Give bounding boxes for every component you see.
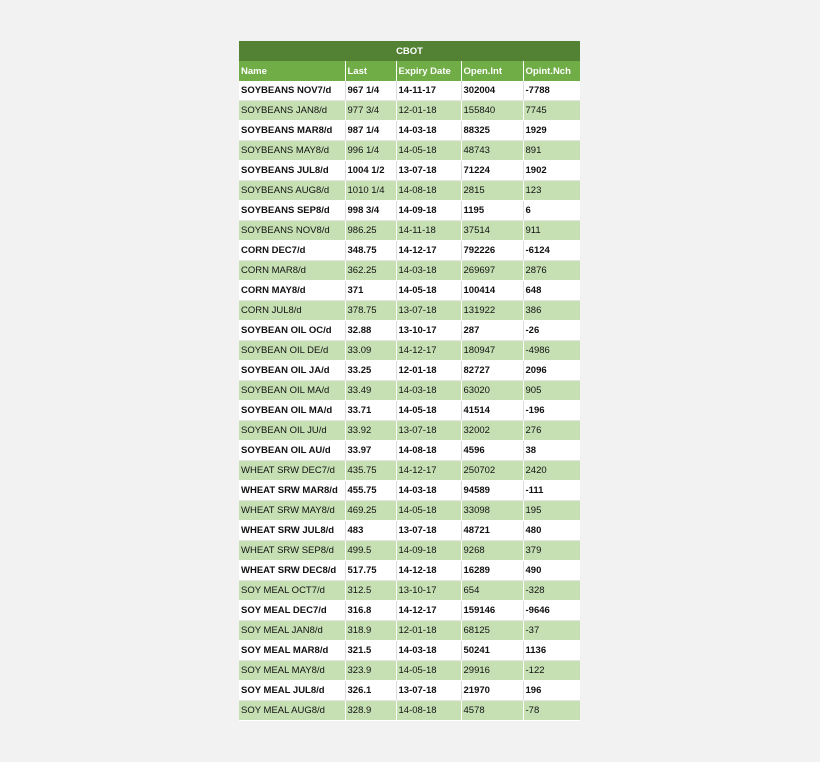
cell-open-interest: 68125 [461,621,523,641]
cell-expiry-date: 13-07-18 [396,521,461,541]
cell-open-interest-change: 891 [523,141,580,161]
cell-expiry-date: 13-10-17 [396,581,461,601]
cell-open-interest-change: 386 [523,301,580,321]
cell-last: 326.1 [345,681,396,701]
cell-expiry-date: 14-12-17 [396,241,461,261]
cell-open-interest: 654 [461,581,523,601]
column-header-row [239,61,580,81]
cell-open-interest-change: -37 [523,621,580,641]
cell-open-interest: 159146 [461,601,523,621]
cell-open-interest: 4578 [461,701,523,721]
table-row [239,621,580,641]
cell-open-interest: 37514 [461,221,523,241]
table-row [239,281,580,301]
cell-open-interest: 287 [461,321,523,341]
cell-open-interest: 131922 [461,301,523,321]
cell-open-interest-change: 7745 [523,101,580,121]
cell-name: CORN DEC7/d [239,241,345,261]
cell-last: 321.5 [345,641,396,661]
cell-open-interest-change: -4986 [523,341,580,361]
table-row [239,321,580,341]
cell-expiry-date: 12-01-18 [396,361,461,381]
table-row [239,421,580,441]
cell-last: 371 [345,281,396,301]
cell-last: 316.8 [345,601,396,621]
table-row [239,401,580,421]
cell-last: 378.75 [345,301,396,321]
cell-last: 33.71 [345,401,396,421]
table-title: CBOT [239,41,580,61]
cell-open-interest-change: -9646 [523,601,580,621]
table-row [239,121,580,141]
cell-last: 32.88 [345,321,396,341]
cell-expiry-date: 12-01-18 [396,621,461,641]
table-body [239,81,580,721]
cell-last: 987 1/4 [345,121,396,141]
cell-expiry-date: 14-12-17 [396,461,461,481]
table-row [239,161,580,181]
table-row [239,341,580,361]
cell-last: 328.9 [345,701,396,721]
cell-open-interest-change: -6124 [523,241,580,261]
cell-name: SOYBEANS JUL8/d [239,161,345,181]
cell-name: SOYBEANS NOV8/d [239,221,345,241]
cell-open-interest-change: 648 [523,281,580,301]
table-row [239,361,580,381]
cell-name: SOYBEAN OIL JA/d [239,361,345,381]
cell-open-interest: 250702 [461,461,523,481]
cell-expiry-date: 14-03-18 [396,381,461,401]
cell-last: 362.25 [345,261,396,281]
cell-expiry-date: 14-12-17 [396,341,461,361]
cell-expiry-date: 13-07-18 [396,421,461,441]
cell-last: 483 [345,521,396,541]
cell-open-interest: 33098 [461,501,523,521]
cell-expiry-date: 14-05-18 [396,401,461,421]
cell-last: 998 3/4 [345,201,396,221]
cell-open-interest: 302004 [461,81,523,101]
table-row [239,101,580,121]
cell-name: SOYBEANS SEP8/d [239,201,345,221]
table-row [239,601,580,621]
table-row [239,461,580,481]
cell-expiry-date: 14-09-18 [396,201,461,221]
cell-name: SOYBEANS JAN8/d [239,101,345,121]
table-title-row [239,41,580,61]
cell-last: 996 1/4 [345,141,396,161]
cell-name: WHEAT SRW DEC8/d [239,561,345,581]
cell-open-interest: 29916 [461,661,523,681]
cell-open-interest-change: -111 [523,481,580,501]
cell-open-interest-change: 276 [523,421,580,441]
cell-name: SOYBEANS MAY8/d [239,141,345,161]
cell-last: 33.97 [345,441,396,461]
table-row [239,241,580,261]
table-row [239,261,580,281]
cell-name: SOYBEAN OIL OC/d [239,321,345,341]
cell-open-interest: 100414 [461,281,523,301]
cell-last: 469.25 [345,501,396,521]
cell-open-interest: 269697 [461,261,523,281]
cell-open-interest-change: 6 [523,201,580,221]
cell-open-interest: 21970 [461,681,523,701]
cell-open-interest-change: 123 [523,181,580,201]
cell-last: 33.09 [345,341,396,361]
table-row [239,221,580,241]
cell-open-interest: 155840 [461,101,523,121]
cell-last: 455.75 [345,481,396,501]
cell-name: CORN JUL8/d [239,301,345,321]
cell-last: 986.25 [345,221,396,241]
table-row [239,381,580,401]
cell-last: 318.9 [345,621,396,641]
table-row [239,701,580,721]
cell-last: 435.75 [345,461,396,481]
cell-expiry-date: 12-01-18 [396,101,461,121]
table-row [239,81,580,101]
table-row [239,141,580,161]
column-header-expiry-date: Expiry Date [396,61,461,81]
cell-open-interest: 2815 [461,181,523,201]
cell-name: SOY MEAL DEC7/d [239,601,345,621]
cell-expiry-date: 13-07-18 [396,681,461,701]
cell-name: SOYBEANS AUG8/d [239,181,345,201]
cell-open-interest: 180947 [461,341,523,361]
cell-open-interest-change: -26 [523,321,580,341]
cell-expiry-date: 14-08-18 [396,701,461,721]
cell-last: 312.5 [345,581,396,601]
cell-open-interest-change: 480 [523,521,580,541]
cell-open-interest: 1195 [461,201,523,221]
cell-expiry-date: 14-03-18 [396,481,461,501]
cell-open-interest-change: 196 [523,681,580,701]
cell-expiry-date: 13-10-17 [396,321,461,341]
cell-open-interest: 48721 [461,521,523,541]
table-row [239,521,580,541]
cell-open-interest-change: -122 [523,661,580,681]
cbot-futures-table [239,41,580,721]
cell-expiry-date: 14-11-18 [396,221,461,241]
cell-open-interest: 94589 [461,481,523,501]
cell-open-interest-change: 905 [523,381,580,401]
cell-last: 348.75 [345,241,396,261]
table-row [239,201,580,221]
cell-name: WHEAT SRW DEC7/d [239,461,345,481]
cell-expiry-date: 14-05-18 [396,661,461,681]
table-row [239,301,580,321]
cell-name: WHEAT SRW MAR8/d [239,481,345,501]
cell-open-interest-change: 195 [523,501,580,521]
cell-open-interest-change: 490 [523,561,580,581]
cell-expiry-date: 14-11-17 [396,81,461,101]
cell-open-interest-change: 911 [523,221,580,241]
cell-expiry-date: 14-03-18 [396,121,461,141]
column-header-open-interest-change: Opint.Nch [523,61,580,81]
cell-open-interest: 792226 [461,241,523,261]
table-row [239,581,580,601]
cell-last: 33.92 [345,421,396,441]
cell-expiry-date: 13-07-18 [396,301,461,321]
cell-expiry-date: 14-12-17 [396,601,461,621]
table-row [239,561,580,581]
cell-name: SOYBEANS NOV7/d [239,81,345,101]
cell-open-interest: 50241 [461,641,523,661]
table-row [239,681,580,701]
cell-name: SOYBEAN OIL AU/d [239,441,345,461]
cell-open-interest-change: 1929 [523,121,580,141]
cell-open-interest: 71224 [461,161,523,181]
cell-expiry-date: 14-03-18 [396,261,461,281]
cell-open-interest: 9268 [461,541,523,561]
cell-name: SOY MEAL JUL8/d [239,681,345,701]
cell-name: WHEAT SRW SEP8/d [239,541,345,561]
cell-expiry-date: 14-03-18 [396,641,461,661]
cell-open-interest: 88325 [461,121,523,141]
cell-name: SOY MEAL AUG8/d [239,701,345,721]
table-row [239,641,580,661]
cell-name: SOY MEAL JAN8/d [239,621,345,641]
cell-open-interest: 32002 [461,421,523,441]
table-row [239,501,580,521]
table-row [239,541,580,561]
cell-expiry-date: 14-08-18 [396,181,461,201]
cell-expiry-date: 13-07-18 [396,161,461,181]
column-header-last: Last [345,61,396,81]
cell-name: CORN MAR8/d [239,261,345,281]
cell-expiry-date: 14-09-18 [396,541,461,561]
cell-last: 517.75 [345,561,396,581]
cell-open-interest: 48743 [461,141,523,161]
cell-last: 1004 1/2 [345,161,396,181]
cell-open-interest-change: 2876 [523,261,580,281]
cell-last: 323.9 [345,661,396,681]
cell-open-interest-change: 2420 [523,461,580,481]
cell-name: SOYBEAN OIL MA/d [239,381,345,401]
cell-name: SOYBEAN OIL MA/d [239,401,345,421]
column-header-open-interest: Open.Int [461,61,523,81]
cell-open-interest-change: -196 [523,401,580,421]
cell-name: WHEAT SRW JUL8/d [239,521,345,541]
cell-open-interest: 41514 [461,401,523,421]
cell-expiry-date: 14-08-18 [396,441,461,461]
cell-expiry-date: 14-05-18 [396,141,461,161]
cell-open-interest-change: 1902 [523,161,580,181]
cell-name: SOY MEAL MAR8/d [239,641,345,661]
cell-open-interest: 82727 [461,361,523,381]
cell-expiry-date: 14-05-18 [396,281,461,301]
cell-last: 1010 1/4 [345,181,396,201]
cell-name: SOYBEAN OIL DE/d [239,341,345,361]
cell-name: CORN MAY8/d [239,281,345,301]
cell-last: 33.25 [345,361,396,381]
cell-open-interest-change: -78 [523,701,580,721]
cell-expiry-date: 14-05-18 [396,501,461,521]
cell-last: 967 1/4 [345,81,396,101]
cell-last: 33.49 [345,381,396,401]
table-row [239,181,580,201]
cell-open-interest: 4596 [461,441,523,461]
cell-name: WHEAT SRW MAY8/d [239,501,345,521]
table-row [239,481,580,501]
cell-expiry-date: 14-12-18 [396,561,461,581]
column-header-name: Name [239,61,345,81]
cell-open-interest-change: -7788 [523,81,580,101]
cell-name: SOYBEANS MAR8/d [239,121,345,141]
cell-name: SOYBEAN OIL JU/d [239,421,345,441]
cell-open-interest-change: 379 [523,541,580,561]
cell-name: SOY MEAL MAY8/d [239,661,345,681]
table-row [239,661,580,681]
cell-open-interest-change: 1136 [523,641,580,661]
cell-open-interest: 16289 [461,561,523,581]
cell-last: 977 3/4 [345,101,396,121]
cell-last: 499.5 [345,541,396,561]
cell-open-interest-change: 38 [523,441,580,461]
cell-open-interest: 63020 [461,381,523,401]
cell-open-interest-change: 2096 [523,361,580,381]
table-row [239,441,580,461]
cell-name: SOY MEAL OCT7/d [239,581,345,601]
cell-open-interest-change: -328 [523,581,580,601]
